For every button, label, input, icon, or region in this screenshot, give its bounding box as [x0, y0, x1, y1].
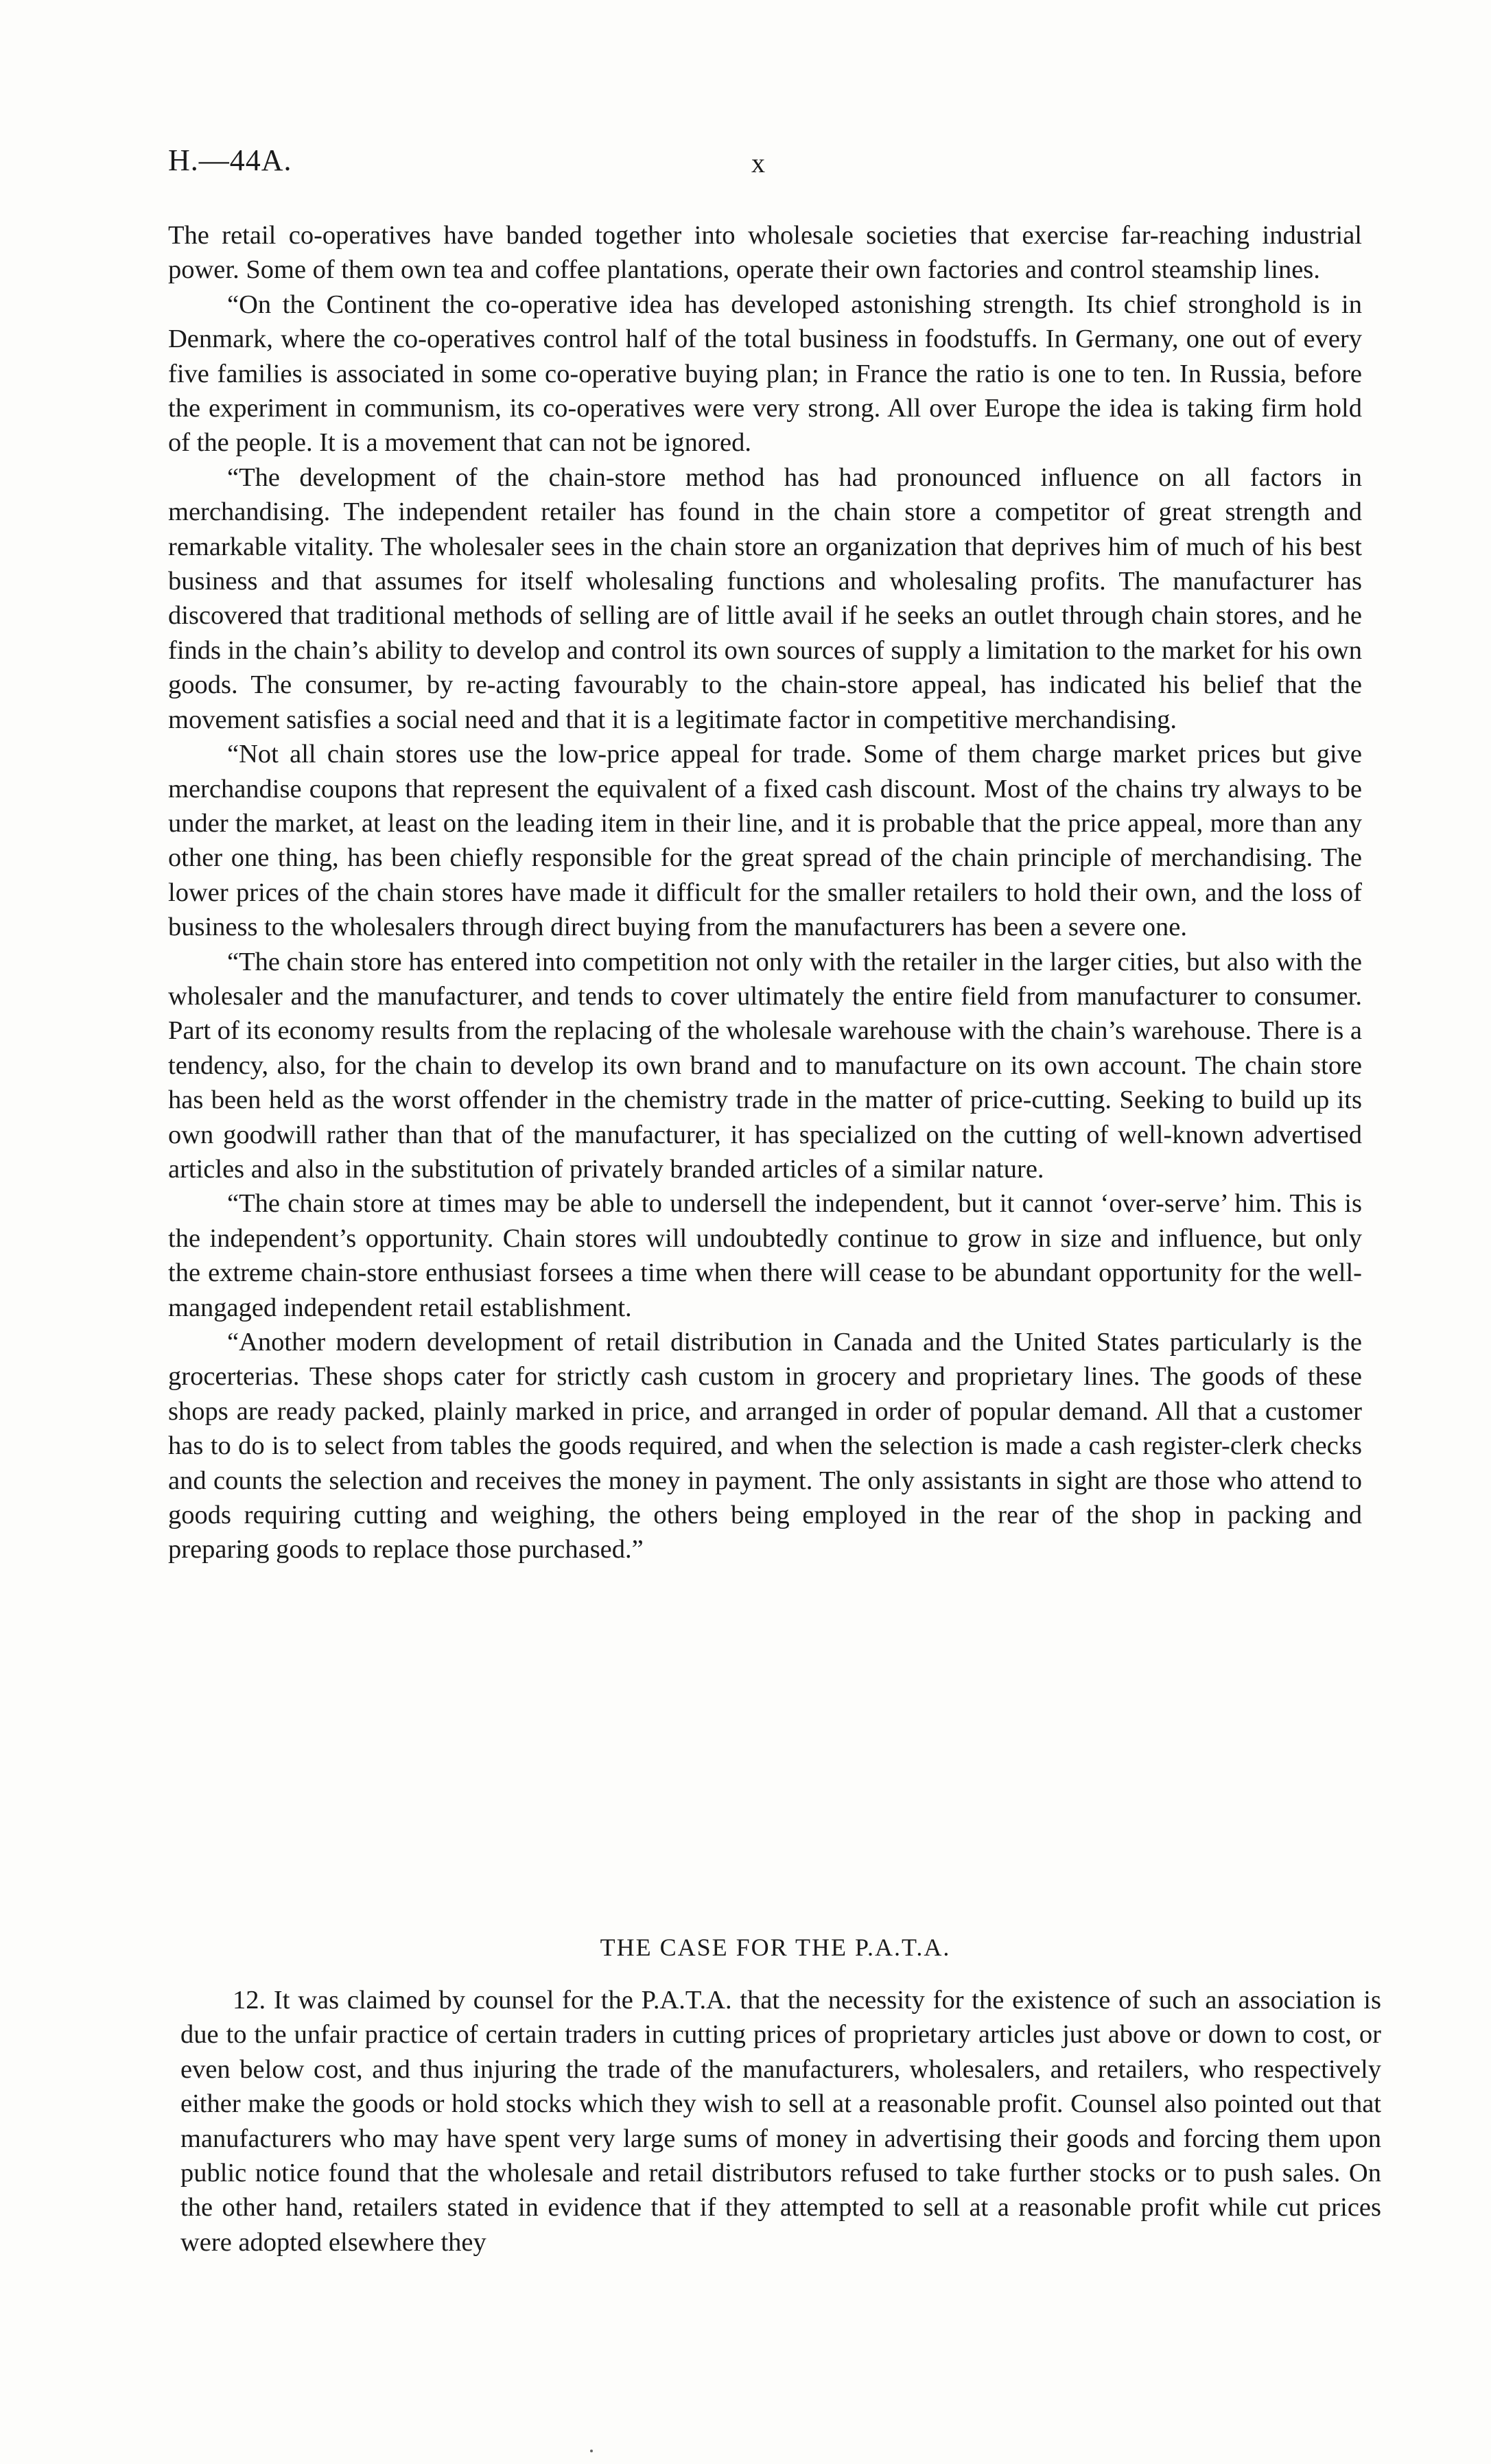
scan-speck [590, 2450, 593, 2452]
paragraph: “The chain store at times may be able to undersell the independent, but it cannot ‘over-serve’ him. This is the independent’s opportunity. Chain stores will undoubtedly continue to grow in size and influence, but only the extreme chain-store enthusiast forsees a time when there will cease to be abundant opportunity for the well-mangaged independent retail establishment. [168, 1189, 1362, 1322]
body-text [168, 218, 1362, 1567]
paragraph: “Another modern development of retail distribution in Canada and the United States particularly is the grocerterias. These shops cater for strictly cash custom in grocery and proprietary lines. The goods of these shops are ready packed, plainly marked in price, and arranged in order of popular demand. All that a customer has to do is to select from tables the goods required, and when the selection is made a cash register-clerk checks and counts the selection and receives the money in payment. The only assistants in sight are those who attend to goods requiring cutting and weighing, the others being employed in the rear of the shop in packing and preparing goods to replace those purchased.” [168, 1328, 1362, 1564]
page-number: x [751, 148, 766, 178]
paragraph: The retail co-operatives have banded together into wholesale societies that exercise far-reaching industrial power. Some of them own tea and coffee plantations, operate their own factories and control steamship lines. [168, 221, 1362, 285]
section-heading: THE CASE FOR THE P.A.T.A. [600, 1934, 951, 1961]
document-reference: H.—44A. [168, 143, 292, 177]
paragraph: “The chain store has entered into competition not only with the retailer in the larger cities, but also with the wholesaler and the manufacturer, and tends to cover ultimately the entire field from manufacturer to consumer. Part of its economy results from the replacing of the wholesale warehouse with the chain’s warehouse. There is a tendency, also, for the chain to develop its own brand and to manufacture on its own account. The chain store has been held as the worst offender in the chemistry trade in the matter of price-cutting. Seeking to build up its own goodwill rather than that of the manufacturer, it has specialized on the cutting of well-known advertised articles and also in the substitution of privately branded articles of a similar nature. [168, 947, 1362, 1184]
paragraph: “Not all chain stores use the low-price appeal for trade. Some of them charge market prices but give merchandise coupons that represent the equivalent of a fixed cash discount. Most of the chains try always to be under the market, at least on the leading item in their line, and it is probable that the price appeal, more than any other one thing, has been chiefly responsible for the great spread of the chain principle of merchandising. The lower prices of the chain stores have made it difficult for the smaller retailers to hold their own, and the loss of business to the wholesalers through direct buying from the manufacturers has been a severe one. [168, 740, 1362, 942]
paragraph: 12. It was claimed by counsel for the P.A.T.A. that the necessity for the existence of such an association is due to the unfair practice of certain traders in cutting prices of proprietary articles just above or down to cost, or even below cost, and thus injuring the trade of the manufacturers, wholesalers, and retailers, who respectively either make the goods or hold stocks which they wish to sell at a reasonable profit. Counsel also pointed out that manufacturers who may have spent very large sums of money in advertising their goods and forcing them upon public notice found that the wholesale and retail distributors refused to take further stocks or to push sales. On the other hand, retailers stated in evidence that if they attempted to sell at a reasonable profit while cut prices were adopted elsewhere they [180, 1986, 1381, 2257]
paragraph: “On the Continent the co-operative idea has developed astonishing strength. Its chief stronghold is in Denmark, where the co-operatives control half of the total business in foodstuffs. In Germany, one out of every five families is associated in some co-operative buying plan; in France the ratio is one to ten. In Russia, before the experiment in communism, its co-operatives were very strong. All over Europe the idea is taking firm hold of the people. It is a movement that can not be ignored. [168, 290, 1362, 458]
paragraph: “The development of the chain-store method has had pronounced influence on all factors in merchandising. The independent retailer has found in the chain store a competitor of great strength and remarkable vitality. The wholesaler sees in the chain store an organization that deprives him of much of his best business and that assumes for itself wholesaling functions and wholesaling profits. The manufacturer has discovered that traditional methods of selling are of little avail if he seeks an outlet through chain stores, and he finds in the chain’s ability to develop and control its own sources of supply a limitation to the market for his own goods. The consumer, by re-acting favourably to the chain-store appeal, has indicated his belief that the movement satisfies a social need and that it is a legitimate factor in competitive merchandising. [168, 462, 1362, 734]
page-header [168, 143, 1362, 191]
section-body [180, 1983, 1381, 2260]
